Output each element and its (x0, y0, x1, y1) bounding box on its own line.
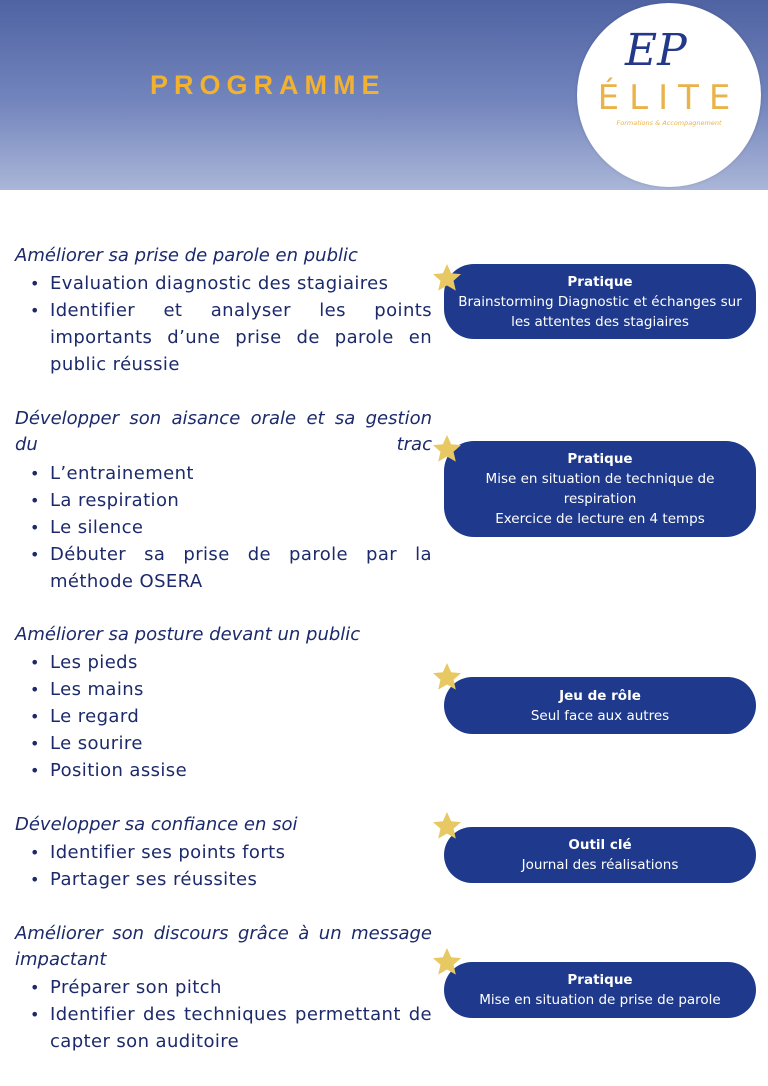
list-item: • Identifier ses points forts (15, 839, 432, 866)
section-title: Améliorer sa prise de parole en public (15, 245, 358, 266)
list-item: • Les pieds (15, 649, 432, 676)
list-item: • Préparer son pitch (15, 974, 432, 1001)
list-item: • Les mains (15, 676, 432, 703)
svg-text:ÉLITE: ÉLITE (597, 78, 741, 118)
activity-title: Pratique (567, 451, 633, 467)
logo-monogram (577, 3, 761, 187)
section-list (15, 974, 432, 1055)
section-list (15, 839, 432, 893)
logo (577, 3, 761, 187)
list-item: • Le regard (15, 703, 432, 730)
star-icon (431, 810, 463, 842)
list-item: • Le silence (15, 514, 432, 541)
list-item: • Evaluation diagnostic des stagiaires (15, 270, 432, 297)
section-title: Développer sa confiance en soi (15, 814, 298, 835)
activity-pill (444, 264, 756, 339)
section-title: Développer son aisance orale et sa gestion du trac (15, 408, 432, 455)
star-icon (431, 946, 463, 978)
activity-text: Journal des réalisations (521, 857, 679, 873)
list-item: • L’entrainement (15, 460, 432, 487)
activity-text: Brainstorming Diagnostic et échanges sur les attentes des stagiaires (458, 293, 742, 330)
activity-pill (444, 677, 756, 734)
header-banner (0, 0, 768, 190)
activity-title: Pratique (567, 273, 633, 290)
star-icon (431, 433, 463, 465)
logo-tagline: Formations & Accompagnement (616, 119, 722, 127)
activity-title: Jeu de rôle (559, 687, 641, 704)
activity-text: Exercice de lecture en 4 temps (495, 511, 705, 527)
page-title: PROGRAMME (150, 70, 386, 100)
activity-pill (444, 962, 756, 1018)
list-item: • Débuter sa prise de parole par la méthode OSERA (15, 541, 432, 595)
activity-text: Seul face aux autres (530, 707, 670, 724)
activity-text: Mise en situation de technique de respiration (485, 471, 715, 507)
star-icon (431, 661, 463, 693)
section-title: Améliorer sa posture devant un public (15, 624, 361, 645)
svg-text:EP: EP (625, 25, 687, 76)
list-item: • Identifier des techniques permettant de capter son auditoire (15, 1001, 432, 1055)
list-item: • Identifier et analyser les points importants d’une prise de parole en public réussie (15, 297, 432, 378)
activity-pill (444, 827, 756, 883)
section-title: Améliorer son discours grâce à un message impactant (15, 923, 432, 970)
list-item: • Partager ses réussites (15, 866, 432, 893)
activity-title: Outil clé (568, 837, 632, 853)
section-list (15, 649, 432, 784)
activity-text: Mise en situation de prise de parole (479, 992, 721, 1008)
list-item: • Le sourire (15, 730, 432, 757)
section-list (15, 270, 432, 378)
activity-pill (444, 441, 756, 537)
star-icon (431, 262, 463, 294)
section-list (15, 460, 432, 595)
list-item: • Position assise (15, 757, 432, 784)
list-item: • La respiration (15, 487, 432, 514)
activity-title: Pratique (567, 972, 633, 988)
